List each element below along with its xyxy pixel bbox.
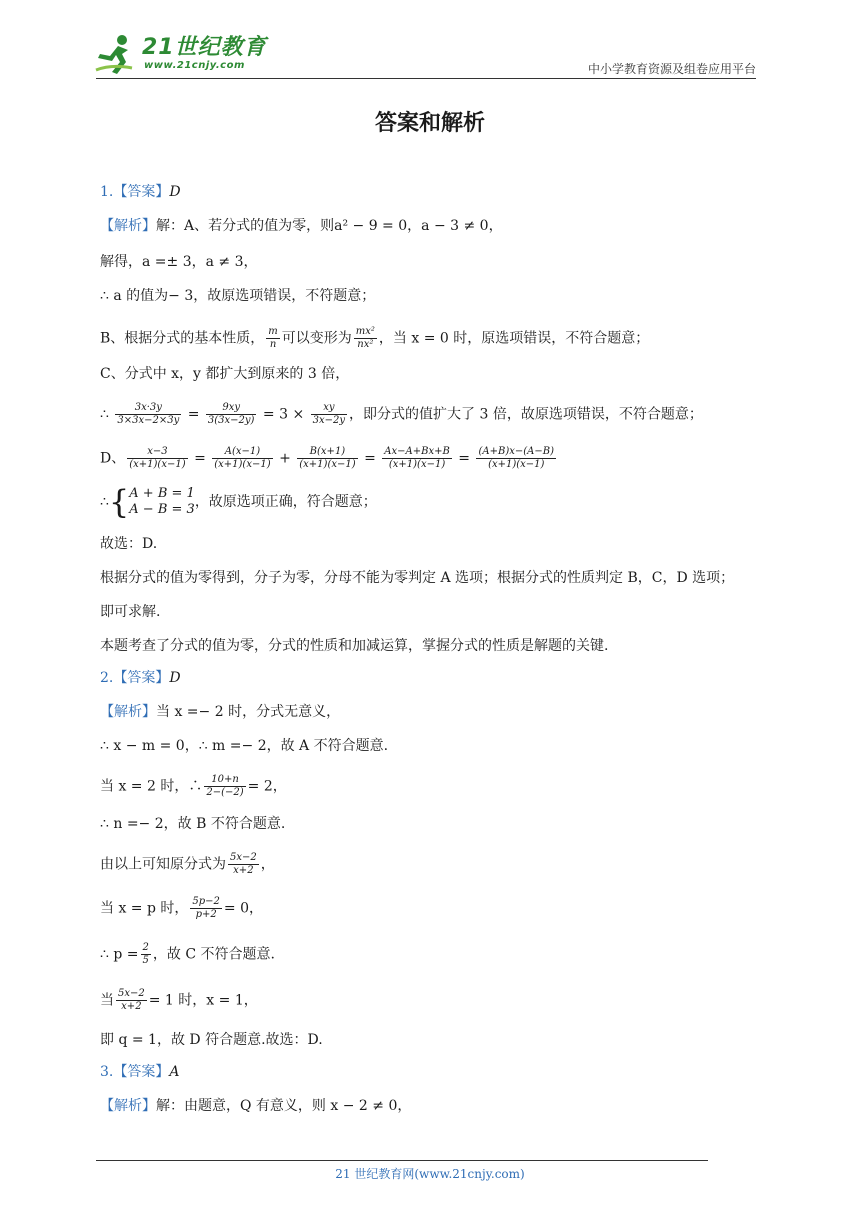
frac-denominator: (x+1)(x−1): [214, 459, 271, 470]
q3-analysis-label: 【解析】: [100, 1098, 156, 1114]
q2-l8-pre: 当: [100, 992, 114, 1009]
frac-numerator: Ax−A+Bx+B: [384, 446, 450, 457]
q1-fraction-c: [311, 402, 347, 427]
therefore-symbol: ∴: [100, 494, 109, 510]
q2-l6-pre: 当 x = p 时，: [100, 900, 189, 917]
q2-l5-pre: 由以上可知原分式为: [100, 856, 226, 873]
q2-l3-post: = 2，: [247, 778, 287, 795]
runner-logo-icon: [92, 34, 138, 74]
q1-text-8: [100, 483, 377, 521]
equals-times: = 3 ×: [262, 406, 305, 423]
q3-analysis-line-1: [100, 1096, 411, 1116]
q2-fraction-2: [228, 852, 259, 877]
frac-numerator: x−3: [127, 446, 187, 459]
q1-text-7: [100, 446, 558, 471]
q1-l4-pre: B、根据分式的基本性质，: [100, 330, 265, 347]
equals-sign: =: [458, 450, 471, 467]
frac-denominator: (x+1)(x−1): [299, 459, 356, 470]
frac-denominator: (x+1)(x−1): [388, 459, 446, 470]
frac-numerator: 2: [142, 942, 149, 953]
frac-denominator: 2−(−2): [206, 787, 244, 798]
left-brace: {: [108, 483, 130, 521]
q2-answer-line: [100, 668, 181, 688]
q2-text-5: [100, 852, 275, 877]
q1-fraction-mx2-nx2: [354, 326, 377, 351]
frac-denominator: x+2: [121, 1001, 142, 1012]
q1-text-11: 即可求解.: [100, 604, 161, 620]
therefore-symbol: ∴: [100, 406, 109, 423]
page-header: [0, 0, 860, 80]
plus-sign: +: [279, 450, 291, 467]
site-logo[interactable]: [92, 30, 267, 78]
q2-text-7: [100, 942, 275, 967]
q2-fraction-1: [204, 774, 245, 799]
frac-numerator: mx²: [355, 326, 375, 337]
q2-fraction-3: [190, 896, 222, 921]
frac-numerator: 9xy: [206, 402, 257, 415]
equation-1: A + B = 1: [129, 486, 195, 501]
logo-text: 21世纪教育: [142, 35, 267, 60]
q1-answer-label: 1.【答案】: [100, 184, 170, 200]
q1-l4-mid: 可以变形为: [281, 330, 352, 347]
q1-fraction-m-n: [266, 326, 279, 351]
q1-analysis-line-1: [100, 216, 503, 236]
frac-denominator: 3x−2y: [312, 415, 346, 426]
footer-divider: [96, 1160, 708, 1161]
q2-l7-post: ，故 C 不符合题意.: [152, 946, 275, 963]
equals-sign: =: [194, 450, 206, 467]
q1-text-9: 故选：D.: [100, 536, 158, 552]
q1-text-4: [100, 326, 649, 351]
frac-numerator: B(x+1): [297, 446, 357, 459]
q1-answer-line: [100, 182, 181, 202]
q1-text-3: ∴ a 的值为− 3，故原选项错误，不符题意；: [100, 288, 376, 304]
q2-text-2: ∴ x − m = 0，∴ m =− 2，故 A 不符合题意.: [100, 738, 389, 754]
equation-2: A − B = 3: [129, 502, 195, 517]
q1-l8-post: ，故原选项正确，符合题意；: [194, 494, 377, 510]
q2-l3-pre: 当 x = 2 时，∴: [100, 778, 203, 795]
frac-numerator: 10+n: [204, 774, 245, 787]
frac-numerator: (A+B)x−(A−B): [478, 446, 555, 457]
frac-numerator: 5p−2: [192, 896, 220, 907]
q2-analysis-label: 【解析】: [100, 704, 156, 720]
q1-text-2: 解得，a =± 3，a ≠ 3，: [100, 254, 258, 270]
frac-numerator: 5x−2: [118, 988, 145, 999]
frac-numerator: A(x−1): [212, 446, 272, 459]
q1-fraction-a: [115, 402, 181, 427]
q2-answer-value: D: [169, 670, 181, 686]
q3-answer-value: A: [169, 1064, 180, 1080]
frac-numerator: m: [268, 326, 278, 337]
equation-system: [129, 486, 195, 518]
q2-text-4: ∴ n =− 2，故 B 不符合题意.: [100, 816, 286, 832]
frac-denominator: x+2: [233, 865, 254, 876]
q1-text-1: 解：A、若分式的值为零，则a² − 9 = 0，a − 3 ≠ 0，: [156, 218, 503, 234]
q2-text-8: [100, 988, 258, 1013]
q2-l6-post: = 0，: [223, 900, 263, 917]
q1-analysis-label: 【解析】: [100, 218, 156, 234]
platform-name: 中小学教育资源及组卷应用平台: [587, 62, 756, 76]
q3-text-1: 解：由题意，Q 有意义，则 x − 2 ≠ 0，: [156, 1098, 412, 1114]
footer-link[interactable]: 21 世纪教育网(www.21cnjy.com): [335, 1167, 525, 1181]
q1-l4-post: ，当 x = 0 时，原选项错误，不符合题意；: [378, 330, 650, 347]
equals-sign: =: [364, 450, 376, 467]
q1-fraction-d4: [382, 446, 452, 471]
page-title: 答案和解析: [374, 111, 485, 136]
frac-denominator: nx²: [357, 339, 374, 350]
frac-denominator: 5: [142, 955, 149, 966]
header-divider: [96, 78, 756, 79]
frac-denominator: n: [269, 339, 277, 350]
q2-l5-post: ，: [260, 856, 275, 873]
frac-denominator: (x+1)(x−1): [129, 459, 186, 470]
q1-fraction-b: [206, 402, 257, 427]
q1-answer-value: D: [169, 184, 181, 200]
frac-denominator: (x+1)(x−1): [488, 459, 545, 470]
q2-analysis-line-1: [100, 702, 340, 722]
frac-denominator: 3(3x−2y): [207, 415, 255, 426]
q2-l7-pre: ∴ p =: [100, 946, 139, 963]
q2-answer-label: 2.【答案】: [100, 670, 170, 686]
q2-fraction-4: [141, 942, 151, 967]
q2-text-6: [100, 896, 263, 921]
q2-fraction-5: [116, 988, 147, 1013]
frac-denominator: p+2: [195, 909, 217, 920]
q1-fraction-d2: [212, 446, 272, 471]
q1-text-5: C、分式中 x，y 都扩大到原来的 3 倍，: [100, 366, 350, 382]
q1-fraction-d3: [297, 446, 357, 471]
q1-l7-pre: D、: [100, 450, 126, 467]
q2-l8-post: = 1 时，x = 1，: [148, 992, 258, 1009]
frac-denominator: 3×3x−2×3y: [117, 415, 180, 426]
q2-text-1: 当 x =− 2 时，分式无意义，: [156, 704, 341, 720]
q3-answer-line: [100, 1062, 179, 1082]
q1-text-10: 根据分式的值为零得到，分子为零，分母不能为零判定 A 选项；根据分式的性质判定 B，C，D 选项；: [100, 570, 735, 586]
frac-numerator: 3x·3y: [115, 402, 181, 415]
q1-text-6: [100, 402, 703, 427]
frac-numerator: 5x−2: [230, 852, 257, 863]
q3-answer-label: 3.【答案】: [100, 1064, 170, 1080]
frac-numerator: xy: [311, 402, 347, 415]
q1-fraction-d1: [127, 446, 187, 471]
q1-fraction-d5: [476, 446, 556, 471]
q1-text-12: 本题考查了分式的值为零，分式的性质和加减运算，掌握分式的性质是解题的关键.: [100, 638, 609, 654]
q2-text-9: 即 q = 1，故 D 符合题意.故选：D.: [100, 1032, 323, 1048]
equals-sign: =: [187, 406, 200, 423]
q2-text-3: [100, 774, 287, 799]
logo-url: www.21cnjy.com: [144, 60, 245, 71]
q1-l6-post: ，即分式的值扩大了 3 倍，故原选项错误，不符合题意；: [349, 406, 703, 423]
